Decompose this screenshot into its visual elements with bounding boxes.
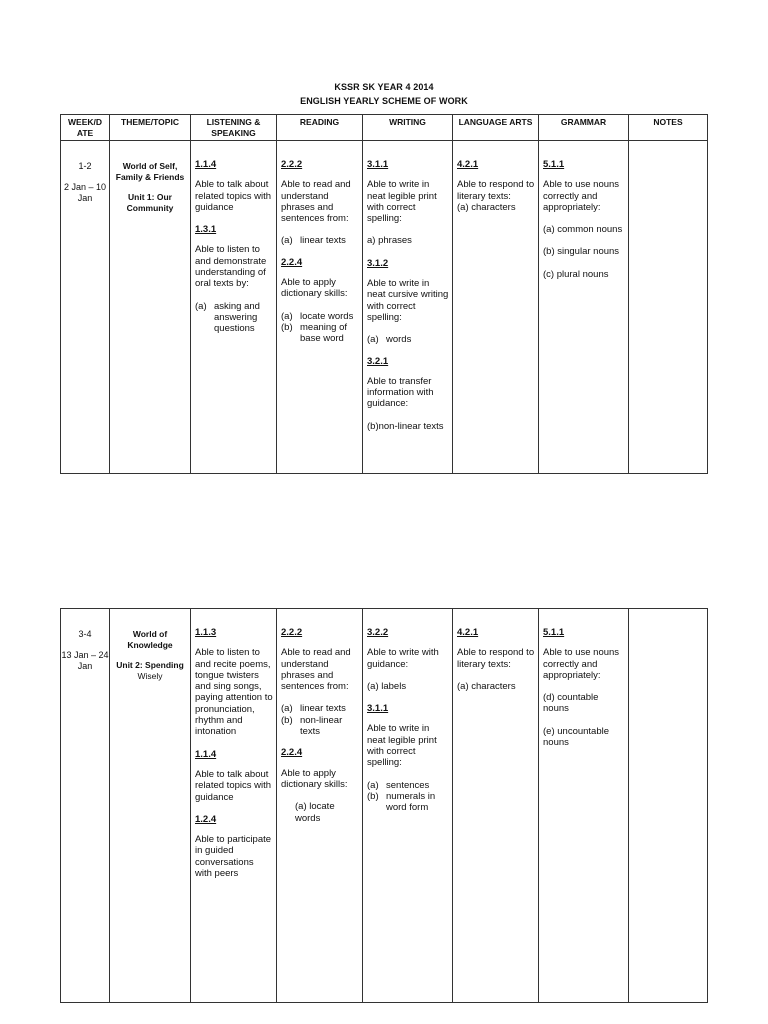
- skill-item: (a) characters: [457, 680, 516, 692]
- skill-code: 1.1.4: [195, 748, 217, 760]
- reading-cell: [277, 609, 363, 1003]
- skill-text: Able to use nouns correctly and appropriately:: [543, 647, 620, 681]
- week-number: 1-2: [78, 161, 92, 171]
- skill-text: Able to write in neat cursive writing with correct spelling:: [367, 278, 449, 323]
- list-item: (a) common nouns: [543, 224, 623, 236]
- col-header-language-arts: LANGUAGE ARTS: [453, 115, 539, 141]
- skill-code: 3.2.2: [367, 627, 389, 638]
- language-arts-cell: [453, 609, 539, 1003]
- list-item: (b) non-linear texts: [281, 714, 343, 738]
- skill-text: Able to listen to and recite poems, tongue twisters and sing songs, paying attention to pronunciation, rhythm and intonation: [195, 647, 273, 738]
- skill-text: Able to talk about related topics with guidance: [195, 768, 272, 803]
- skill-code: 5.1.1: [543, 627, 565, 638]
- list-item: (b) singular nouns: [543, 246, 620, 258]
- skill-text: Able to transfer information with guidance:: [367, 375, 434, 410]
- skill-item: (a) locate words: [295, 801, 335, 824]
- skill-text: Able to write in neat legible print with correct spelling:: [367, 723, 437, 769]
- skill-code: 3.1.1: [367, 703, 389, 715]
- document-subtitle: ENGLISH YEARLY SCHEME OF WORK: [300, 96, 468, 106]
- week-date: 2 Jan – 10 Jan: [63, 182, 107, 203]
- skill-text: Able to write with guidance:: [367, 647, 439, 670]
- language-arts-cell: [453, 141, 539, 474]
- list-item: (a) locate words: [281, 310, 354, 322]
- col-header-theme: THEME/TOPIC: [110, 115, 191, 141]
- skill-code: 3.1.1: [367, 159, 389, 170]
- notes-cell: [629, 609, 708, 1003]
- skill-code: 5.1.1: [543, 159, 565, 170]
- skill-text: Able to apply dictionary skills:: [281, 767, 348, 790]
- col-header-writing: WRITING: [363, 115, 453, 141]
- table-row: [61, 141, 708, 474]
- col-header-notes: NOTES: [629, 115, 708, 141]
- skill-code: 2.2.4: [281, 747, 303, 759]
- week-cell: [61, 141, 110, 474]
- list-item: (a) linear texts: [281, 703, 346, 715]
- grammar-cell: [539, 609, 629, 1003]
- scheme-table-2: [60, 608, 708, 1003]
- theme-cell: [110, 141, 191, 474]
- skill-item: (a) labels: [367, 680, 407, 692]
- table-row: [61, 609, 708, 1003]
- skill-text: Able to talk about related topics with guidance: [195, 179, 272, 213]
- skill-code: 2.2.2: [281, 159, 303, 170]
- notes-cell: [629, 141, 708, 474]
- skill-item: (a) characters: [457, 201, 516, 213]
- document-title: KSSR SK YEAR 4 2014: [334, 82, 434, 92]
- week-cell: [61, 609, 110, 1003]
- unit-name: Wisely: [137, 671, 163, 681]
- unit-prefix: Unit 2: Spending: [116, 660, 184, 670]
- skill-code: 4.2.1: [457, 159, 479, 170]
- skill-code: 2.2.2: [281, 627, 303, 638]
- skill-text: Able to respond to literary texts:: [457, 647, 535, 670]
- list-item: (a) asking and answering questions: [195, 300, 260, 335]
- grammar-cell: [539, 141, 629, 474]
- skill-text: Able to apply dictionary skills:: [281, 277, 348, 300]
- skill-code: 3.2.1: [367, 355, 389, 367]
- week-number: 3-4: [78, 629, 92, 639]
- writing-cell: [363, 141, 453, 474]
- list-item: (b) meaning of base word: [281, 321, 348, 345]
- writing-cell: [363, 609, 453, 1003]
- reading-cell: [277, 141, 363, 474]
- skill-text: Able to read and understand phrases and sentences from:: [281, 179, 351, 225]
- theme-cell: [110, 609, 191, 1003]
- table-header-row: [61, 115, 708, 141]
- skill-text: Able to participate in guided conversations with peers: [195, 834, 272, 880]
- listening-cell: [191, 609, 277, 1003]
- skill-item: a) phrases: [367, 235, 412, 247]
- skill-code: 1.1.3: [195, 627, 217, 638]
- list-item: (b) numerals in word form: [367, 790, 436, 814]
- skill-code: 1.1.4: [195, 159, 217, 170]
- skill-code: 3.1.2: [367, 257, 389, 269]
- list-item: (a) sentences: [367, 779, 430, 791]
- skill-text: Able to respond to literary texts:: [457, 179, 535, 202]
- skill-code: 1.3.1: [195, 224, 217, 236]
- col-header-grammar: GRAMMAR: [539, 115, 629, 141]
- col-header-listening: LISTENING & SPEAKING: [191, 115, 277, 141]
- skill-code: 4.2.1: [457, 627, 479, 638]
- unit-name: : Our Community: [126, 192, 174, 213]
- skill-text: Able to write in neat legible print with correct spelling:: [367, 179, 437, 225]
- unit-prefix: Unit 1: [128, 192, 152, 202]
- week-date: 13 Jan – 24 Jan: [61, 650, 109, 671]
- skill-item: (b)non-linear texts: [367, 420, 444, 432]
- col-header-reading: READING: [277, 115, 363, 141]
- skill-text: Able to use nouns correctly and appropriately:: [543, 179, 620, 213]
- skill-code: 1.2.4: [195, 813, 217, 825]
- skill-text: Able to listen to and demonstrate understanding of oral texts by:: [195, 244, 267, 290]
- list-item: (a) words: [367, 334, 412, 346]
- listening-cell: [191, 141, 277, 474]
- skill-code: 2.2.4: [281, 256, 303, 268]
- scheme-table-1: [60, 114, 708, 474]
- list-item: (a) linear texts: [281, 235, 346, 247]
- list-item: (e) uncountable nouns: [543, 725, 610, 749]
- theme-title: World of Knowledge: [127, 629, 173, 650]
- list-item: (d) countable nouns: [543, 692, 599, 715]
- theme-title: World of Self, Family & Friends: [115, 161, 185, 182]
- list-item: (c) plural nouns: [543, 268, 609, 280]
- skill-text: Able to read and understand phrases and sentences from:: [281, 647, 351, 693]
- col-header-week: WEEK/D ATE: [61, 115, 110, 141]
